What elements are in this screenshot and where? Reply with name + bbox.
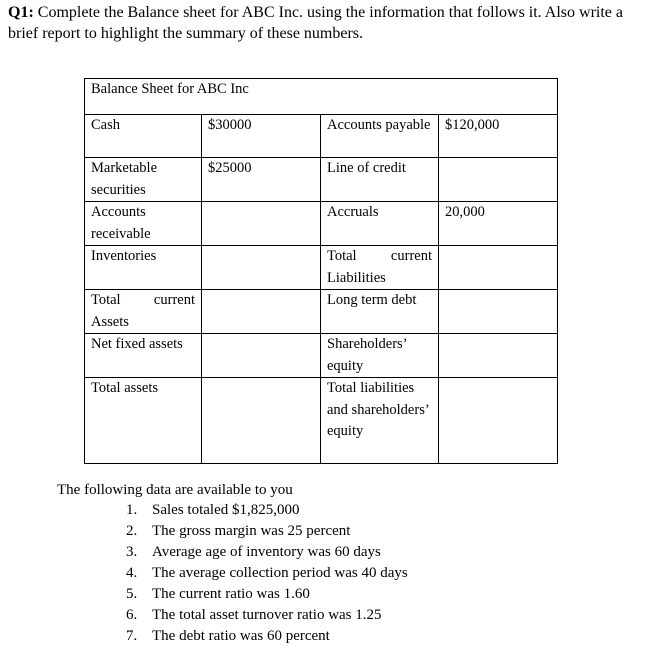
liability-label: Accruals <box>321 202 439 246</box>
asset-value: $25000 <box>202 158 321 202</box>
asset-value <box>202 378 321 464</box>
liability-label: Shareholders’ equity <box>321 334 439 378</box>
item-number: 4. <box>126 565 138 581</box>
list-item <box>126 584 408 605</box>
list-item <box>126 542 408 563</box>
liability-value: 20,000 <box>439 202 558 246</box>
item-text: The total asset turnover ratio was 1.25 <box>152 607 382 623</box>
balance-sheet-table <box>84 78 558 464</box>
liability-value <box>439 378 558 464</box>
asset-value <box>202 202 321 246</box>
table-row <box>85 334 558 378</box>
item-number: 6. <box>126 607 138 623</box>
liability-label: Long term debt <box>321 290 439 334</box>
asset-label: Inventories <box>85 246 202 290</box>
liability-value <box>439 334 558 378</box>
table-title: Balance Sheet for ABC Inc <box>85 79 558 115</box>
item-number: 7. <box>126 628 138 644</box>
item-text: Average age of inventory was 60 days <box>152 544 381 560</box>
liability-value: $120,000 <box>439 115 558 158</box>
item-text: The current ratio was 1.60 <box>152 586 310 602</box>
table-row <box>85 246 558 290</box>
data-list <box>126 500 408 647</box>
liability-value <box>439 290 558 334</box>
item-number: 5. <box>126 586 138 602</box>
table-row <box>85 115 558 158</box>
asset-label: Cash <box>85 115 202 158</box>
liability-label: Total liabilities and shareholders’ equity <box>321 378 439 464</box>
question-label: Q1: <box>8 4 34 21</box>
item-text: The gross margin was 25 percent <box>152 523 351 539</box>
asset-value <box>202 246 321 290</box>
list-item <box>126 521 408 542</box>
asset-label: Total assets <box>85 378 202 464</box>
asset-label: Accounts receivable <box>85 202 202 246</box>
list-item <box>126 626 408 647</box>
item-text: The debt ratio was 60 percent <box>152 628 330 644</box>
table-row <box>85 378 558 464</box>
asset-label: Marketable securities <box>85 158 202 202</box>
list-item <box>126 500 408 521</box>
table-row <box>85 202 558 246</box>
item-text: Sales totaled $1,825,000 <box>152 502 300 518</box>
item-number: 2. <box>126 523 138 539</box>
table-row <box>85 158 558 202</box>
item-number: 3. <box>126 544 138 560</box>
list-item <box>126 605 408 626</box>
list-item <box>126 563 408 584</box>
liability-label: Total current Liabilities <box>321 246 439 290</box>
asset-label: Total current Assets <box>85 290 202 334</box>
item-text: The average collection period was 40 days <box>152 565 408 581</box>
liability-label: Line of credit <box>321 158 439 202</box>
item-number: 1. <box>126 502 138 518</box>
liability-label: Accounts payable <box>321 115 439 158</box>
asset-value <box>202 334 321 378</box>
asset-value: $30000 <box>202 115 321 158</box>
data-intro: The following data are available to you <box>57 482 293 498</box>
liability-value <box>439 246 558 290</box>
liability-value <box>439 158 558 202</box>
table-row <box>85 290 558 334</box>
asset-value <box>202 290 321 334</box>
question <box>8 2 644 44</box>
asset-label: Net fixed assets <box>85 334 202 378</box>
question-text: Complete the Balance sheet for ABC Inc. using the information that follows it. Also write a brief report to highlight the summary of these numbers. <box>8 4 623 42</box>
